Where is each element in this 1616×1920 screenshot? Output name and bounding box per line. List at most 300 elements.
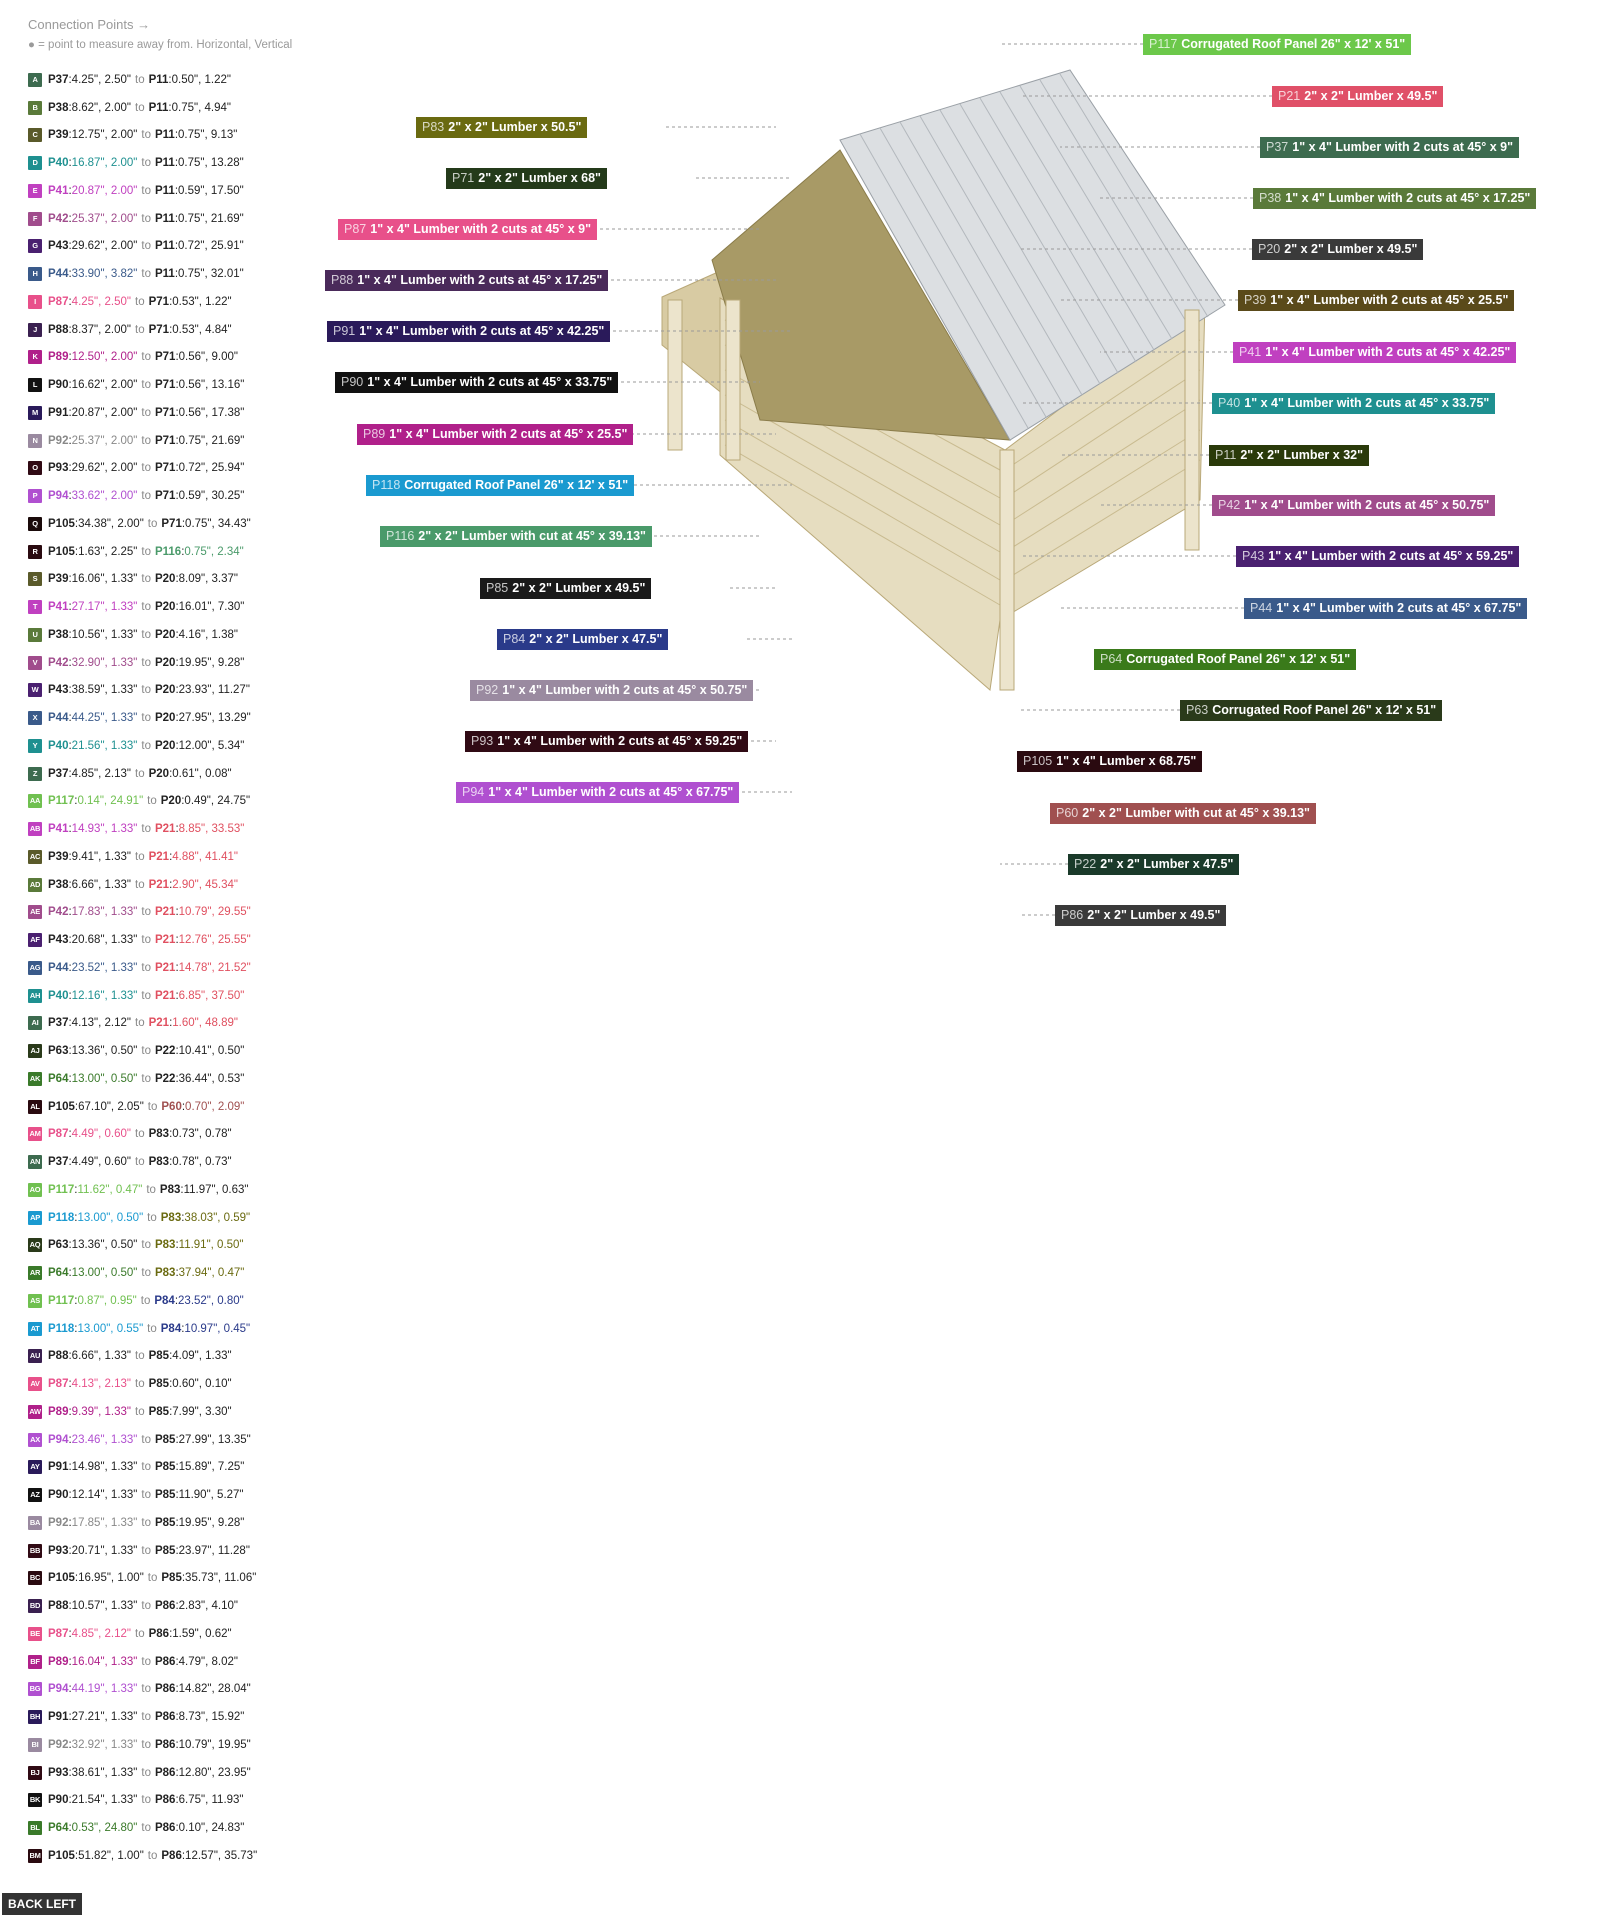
- connection-badge: AN: [28, 1155, 42, 1169]
- connection-row: BI P92 : 32.92", 1.33" to P86 : 10.79", 19.95": [28, 1731, 257, 1759]
- connection-badge: L: [28, 378, 42, 392]
- connection-part-b: P11: [154, 157, 175, 170]
- connection-to-word: to: [141, 268, 151, 281]
- connection-row: E P41 : 20.87", 2.00" to P11 : 0.59", 17.50": [28, 177, 257, 205]
- part-label-id: P84: [503, 632, 526, 646]
- connection-to-word: to: [147, 517, 158, 530]
- connection-value-a: 27.21", 1.33": [71, 1711, 138, 1724]
- connection-part-a: P105: [48, 545, 75, 558]
- connection-part-a: P87: [48, 1128, 69, 1141]
- connection-part-a: P90: [48, 1794, 69, 1807]
- connection-to-word: to: [141, 434, 151, 447]
- connection-badge: AY: [28, 1460, 42, 1474]
- connection-row: AO P117 : 11.62", 0.47" to P83 : 11.97", 0.63": [29, 1183, 249, 1196]
- connection-part-a: P44: [48, 712, 69, 725]
- connection-part-b: P85: [154, 1461, 176, 1474]
- part-label-id: P42: [1218, 498, 1241, 512]
- connection-part-b: P11: [154, 129, 175, 142]
- connection-value-a: 32.90", 1.33": [71, 656, 138, 669]
- connection-badge: AJ: [28, 1044, 42, 1058]
- connection-to-word: to: [135, 878, 145, 891]
- connection-value-a: 4.49", 0.60": [71, 1156, 131, 1169]
- connection-value-b: 0.59", 30.25": [178, 490, 245, 503]
- connection-part-a: P117: [48, 795, 75, 808]
- connection-to-word: to: [146, 1183, 156, 1196]
- connection-value-b: 19.95", 9.28": [178, 656, 245, 669]
- part-label: [465, 731, 748, 752]
- connection-value-a: 12.14", 1.33": [71, 1489, 138, 1502]
- connection-value-b: 8.85", 33.53": [178, 823, 245, 836]
- connection-row: AJ P63 : 13.36", 0.50" to P22 : 10.41", 0.50": [28, 1037, 257, 1065]
- connection-value-a: 14.98", 1.33": [71, 1461, 138, 1474]
- connection-value-b: 8.73", 15.92": [178, 1711, 245, 1724]
- connection-part-a: P39: [48, 129, 69, 142]
- connection-value-a: 44.25", 1.33": [71, 712, 138, 725]
- connection-value-a: 25.37", 2.00": [71, 434, 138, 447]
- connection-part-b: P83: [160, 1211, 182, 1224]
- part-label: [1244, 598, 1527, 619]
- part-label-id: P60: [1056, 806, 1079, 820]
- connection-row: M P91 : 20.87", 2.00" to P71 : 0.56", 17.38": [28, 399, 257, 427]
- connection-value-b: 14.78", 21.52": [178, 961, 251, 974]
- connection-to-word: to: [141, 1822, 151, 1835]
- part-label-id: P11: [1215, 448, 1237, 462]
- part-label: [380, 526, 652, 547]
- connection-part-a: P105: [48, 1849, 75, 1862]
- connection-value-a: 12.50", 2.00": [71, 351, 138, 364]
- part-label: [366, 475, 634, 496]
- part-label-id: P118: [372, 478, 401, 492]
- connection-row: AG P44 : 23.52", 1.33" to P21 : 14.78", 21.52": [29, 961, 251, 974]
- part-label: [1212, 393, 1495, 414]
- connection-part-a: P90: [48, 379, 69, 392]
- connection-part-a: P41: [48, 601, 69, 614]
- connection-points-header: Connection Points →: [28, 17, 151, 32]
- connection-value-a: 33.90", 3.82": [71, 268, 138, 281]
- connection-to-word: to: [135, 1378, 145, 1391]
- connection-value-b: 6.75", 11.93": [178, 1794, 244, 1807]
- connection-value-a: 10.56", 1.33": [71, 628, 138, 641]
- connection-value-b: 0.10", 24.83": [178, 1822, 245, 1835]
- connection-value-b: 0.75", 21.69": [178, 212, 244, 225]
- connection-part-b: P71: [154, 351, 176, 364]
- part-label: [325, 270, 608, 291]
- connection-part-b: P84: [154, 1294, 175, 1307]
- connection-part-b: P21: [148, 1017, 170, 1030]
- connection-row: AH P40 : 12.16", 1.33" to P21 : 6.85", 37.50": [29, 989, 245, 1002]
- part-label-id: P39: [1244, 293, 1267, 307]
- connection-value-a: 10.57", 1.33": [71, 1600, 138, 1613]
- connection-badge: P: [28, 489, 42, 503]
- connection-to-word: to: [135, 73, 145, 86]
- connection-row: AP P118 : 13.00", 0.50" to P83 : 38.03", 0.59": [28, 1204, 257, 1232]
- connection-part-a: P42: [48, 212, 69, 225]
- part-label: [1068, 854, 1239, 875]
- connection-part-a: P91: [48, 1711, 69, 1724]
- connection-row: L P90 : 16.62", 2.00" to P71 : 0.56", 13.16": [28, 371, 257, 399]
- connection-to-word: to: [141, 240, 151, 253]
- connection-part-b: P83: [148, 1128, 170, 1141]
- connection-part-a: P64: [48, 1072, 69, 1085]
- part-label-id: P116: [386, 529, 415, 543]
- connection-to-word: to: [141, 823, 151, 836]
- connection-row: AB P41 : 14.93", 1.33" to P21 : 8.85", 33.53": [29, 823, 245, 836]
- connection-to-word: to: [141, 351, 151, 364]
- connection-part-b: P20: [154, 684, 176, 697]
- connection-value-a: 9.39", 1.33": [71, 1405, 131, 1418]
- connection-badge: AQ: [28, 1238, 42, 1252]
- connection-row: BG P94 : 44.19", 1.33" to P86 : 14.82", 28.04": [29, 1683, 251, 1696]
- connection-part-b: P21: [148, 878, 170, 891]
- connection-value-a: 16.06", 1.33": [71, 573, 138, 586]
- connection-badge: BI: [28, 1738, 42, 1752]
- connection-badge: AL: [28, 1100, 42, 1114]
- connection-part-b: P71: [154, 379, 176, 392]
- connection-part-a: P37: [48, 73, 69, 86]
- part-label-desc: Corrugated Roof Panel 26" x 12' x 51": [1212, 703, 1437, 717]
- part-label-id: P20: [1258, 242, 1281, 256]
- connection-row: U P38 : 10.56", 1.33" to P20 : 4.16", 1.38": [28, 621, 257, 649]
- part-label-desc: 2" x 2" Lumber x 49.5": [1304, 89, 1438, 103]
- connection-row: T P41 : 27.17", 1.33" to P20 : 16.01", 7.30": [28, 593, 257, 621]
- connection-part-a: P94: [48, 1683, 69, 1696]
- part-label-id: P71: [452, 171, 475, 185]
- connection-part-a: P118: [48, 1322, 75, 1335]
- part-label: [1260, 137, 1519, 158]
- connection-to-word: to: [141, 628, 151, 641]
- part-label-desc: 1" x 4" Lumber with 2 cuts at 45° x 9": [1292, 140, 1514, 154]
- connection-part-b: P20: [160, 795, 182, 808]
- connection-to-word: to: [141, 184, 151, 197]
- connection-part-a: P91: [48, 406, 69, 419]
- connection-value-a: 0.87", 0.95": [77, 1294, 137, 1307]
- connection-row: V P42 : 32.90", 1.33" to P20 : 19.95", 9.28": [28, 649, 257, 677]
- connection-badge: Y: [28, 739, 42, 753]
- connection-part-b: P11: [154, 212, 175, 225]
- connection-value-b: 0.60", 0.10": [172, 1378, 232, 1391]
- connection-value-b: 0.56", 17.38": [178, 406, 245, 419]
- part-label: [1236, 546, 1519, 567]
- connection-row: AK P64 : 13.00", 0.50" to P22 : 36.44", 0.53": [29, 1072, 245, 1085]
- connection-value-a: 4.13", 2.12": [71, 1017, 131, 1030]
- connection-value-b: 0.75", 32.01": [178, 268, 244, 281]
- connection-badge: AI: [28, 1016, 42, 1030]
- connection-part-a: P38: [48, 878, 69, 891]
- connection-value-a: 23.52", 1.33": [71, 961, 138, 974]
- connection-part-a: P93: [48, 1766, 69, 1779]
- connection-row: Q P105 : 34.38", 2.00" to P71 : 0.75", 34.43": [28, 510, 257, 538]
- connection-part-a: P92: [48, 434, 69, 447]
- connection-value-a: 16.95", 1.00": [78, 1572, 144, 1585]
- connection-badge: A: [28, 73, 42, 87]
- connection-part-a: P117: [48, 1294, 75, 1307]
- connection-value-b: 10.79", 19.95": [178, 1738, 251, 1751]
- connection-badge: BG: [28, 1682, 42, 1696]
- connection-part-b: P86: [154, 1655, 176, 1668]
- connection-part-b: P20: [154, 656, 176, 669]
- connection-value-a: 21.54", 1.33": [71, 1794, 138, 1807]
- connection-value-a: 67.10", 2.05": [78, 1100, 144, 1113]
- connection-badge: BB: [28, 1544, 42, 1558]
- connection-badge: AD: [28, 878, 42, 892]
- connection-part-a: P43: [48, 240, 69, 253]
- connection-value-a: 13.00", 0.50": [71, 1072, 138, 1085]
- connection-value-a: 32.92", 1.33": [71, 1738, 138, 1751]
- connection-badge: O: [28, 461, 42, 475]
- part-label-desc: 1" x 4" Lumber with 2 cuts at 45° x 9": [370, 222, 592, 236]
- connection-value-b: 7.99", 3.30": [172, 1405, 232, 1418]
- connection-value-b: 0.53", 1.22": [172, 295, 232, 308]
- connection-row: BK P90 : 21.54", 1.33" to P86 : 6.75", 11.93": [29, 1794, 244, 1807]
- connection-part-b: P83: [148, 1156, 170, 1169]
- connection-part-b: P11: [148, 73, 169, 86]
- part-label-id: P93: [471, 734, 494, 748]
- connection-value-b: 10.79", 29.55": [178, 906, 251, 919]
- connection-part-a: P87: [48, 1627, 69, 1640]
- connection-value-a: 4.25", 2.50": [71, 295, 131, 308]
- connection-badge: F: [28, 212, 42, 226]
- connection-value-a: 16.04", 1.33": [71, 1655, 138, 1668]
- connection-value-b: 0.73", 0.78": [172, 1128, 232, 1141]
- connection-part-a: P105: [48, 1100, 75, 1113]
- connection-part-b: P85: [154, 1489, 176, 1502]
- connection-badge: BF: [28, 1655, 42, 1669]
- connection-row: AI P37 : 4.13", 2.12" to P21 : 1.60", 48.89": [28, 1010, 257, 1038]
- connection-value-b: 0.75", 4.94": [171, 101, 231, 114]
- connection-row: AD P38 : 6.66", 1.33" to P21 : 2.90", 45.34": [29, 878, 238, 891]
- connection-badge: BH: [28, 1710, 42, 1724]
- connection-part-a: P93: [48, 462, 69, 475]
- connection-row: BC P105 : 16.95", 1.00" to P85 : 35.73", 11.06": [29, 1572, 257, 1585]
- connection-part-a: P64: [48, 1267, 69, 1280]
- part-label-desc: 1" x 4" Lumber with 2 cuts at 45° x 17.25": [1285, 191, 1531, 205]
- connection-badge: AX: [28, 1433, 42, 1447]
- part-label-desc: 2" x 2" Lumber x 50.5": [448, 120, 582, 134]
- part-label-desc: 1" x 4" Lumber with 2 cuts at 45° x 42.25": [359, 324, 605, 338]
- connection-part-a: P118: [48, 1211, 75, 1224]
- connection-part-b: P21: [154, 989, 176, 1002]
- part-label-desc: 2" x 2" Lumber x 47.5": [529, 632, 663, 646]
- connection-part-a: P39: [48, 850, 69, 863]
- connection-to-word: to: [135, 295, 145, 308]
- connection-row: P P94 : 33.62", 2.00" to P71 : 0.59", 30.25": [28, 482, 257, 510]
- connection-part-b: P83: [159, 1183, 181, 1196]
- connection-part-a: P117: [48, 1183, 75, 1196]
- connection-value-a: 29.62", 2.00": [71, 240, 138, 253]
- part-label: [1055, 905, 1226, 926]
- connection-to-word: to: [141, 1045, 151, 1058]
- connection-row: BL P64 : 0.53", 24.80" to P86 : 0.10", 24.83": [28, 1814, 257, 1842]
- connection-part-a: P92: [48, 1738, 69, 1751]
- connection-part-a: P41: [48, 823, 69, 836]
- connection-value-a: 20.87", 2.00": [71, 406, 138, 419]
- part-label-id: P63: [1186, 703, 1209, 717]
- connection-row: BD P88 : 10.57", 1.33" to P86 : 2.83", 4.10": [29, 1600, 238, 1613]
- connection-part-b: P85: [154, 1433, 176, 1446]
- connection-to-word: to: [147, 1322, 157, 1335]
- connection-to-word: to: [135, 767, 145, 780]
- connection-value-a: 4.49", 0.60": [71, 1128, 131, 1141]
- connection-to-word: to: [141, 1489, 151, 1502]
- connection-badge: C: [28, 128, 42, 142]
- connection-to-word: to: [135, 1627, 145, 1640]
- connection-part-b: P86: [154, 1822, 176, 1835]
- connection-value-b: 0.75", 21.69": [178, 434, 245, 447]
- connection-part-b: P86: [148, 1627, 170, 1640]
- part-label-desc: 2" x 2" Lumber x 47.5": [1100, 857, 1234, 871]
- part-label: [497, 629, 668, 650]
- connection-part-b: P21: [154, 934, 176, 947]
- connection-to-word: to: [141, 656, 151, 669]
- connection-value-b: 12.57", 35.73": [185, 1849, 258, 1862]
- connection-part-b: P21: [154, 906, 176, 919]
- connection-value-b: 14.82", 28.04": [178, 1683, 251, 1696]
- connection-part-a: P89: [48, 1655, 69, 1668]
- connection-to-word: to: [141, 1516, 151, 1529]
- part-label: [1143, 34, 1411, 55]
- connection-value-b: 0.75", 13.28": [178, 157, 244, 170]
- connection-value-b: 4.09", 1.33": [172, 1350, 232, 1363]
- connection-to-word: to: [141, 379, 151, 392]
- connection-value-a: 13.36", 0.50": [71, 1045, 138, 1058]
- connection-badge: AM: [28, 1127, 42, 1141]
- part-label-id: P43: [1242, 549, 1265, 563]
- connection-to-word: to: [135, 1017, 145, 1030]
- connection-part-a: P40: [48, 157, 69, 170]
- connection-row: O P93 : 29.62", 2.00" to P71 : 0.72", 25.94": [28, 455, 257, 483]
- connection-part-b: P21: [148, 850, 170, 863]
- part-label-desc: 1" x 4" Lumber with 2 cuts at 45° x 33.75": [1244, 396, 1490, 410]
- connection-row: I P87 : 4.25", 2.50" to P71 : 0.53", 1.22": [28, 288, 257, 316]
- part-label-id: P22: [1074, 857, 1097, 871]
- part-label-desc: 2" x 2" Lumber x 49.5": [1087, 908, 1221, 922]
- connection-value-b: 37.94", 0.47": [178, 1267, 245, 1280]
- connection-part-a: P40: [48, 989, 69, 1002]
- connection-part-b: P71: [154, 406, 176, 419]
- connection-to-word: to: [140, 1294, 151, 1307]
- part-label-desc: 2" x 2" Lumber x 32": [1240, 448, 1364, 462]
- connection-to-word: to: [141, 989, 151, 1002]
- connection-part-a: P89: [48, 351, 69, 364]
- connection-to-word: to: [141, 1239, 151, 1252]
- connection-value-a: 13.00", 0.50": [77, 1211, 144, 1224]
- connection-value-a: 4.13", 2.13": [71, 1378, 131, 1391]
- part-label-id: P40: [1218, 396, 1241, 410]
- part-label: [1209, 445, 1369, 466]
- connection-to-word: to: [135, 1350, 145, 1363]
- connection-row: A P37 : 4.25", 2.50" to P11 : 0.50", 1.22": [28, 66, 257, 94]
- connection-part-b: P86: [154, 1766, 176, 1779]
- connection-value-b: 12.76", 25.55": [178, 934, 251, 947]
- connection-value-a: 14.93", 1.33": [71, 823, 138, 836]
- connection-to-word: to: [147, 795, 157, 808]
- connection-to-word: to: [141, 573, 151, 586]
- part-label-id: P87: [344, 222, 367, 236]
- connection-value-b: 0.72", 25.91": [178, 240, 244, 253]
- connection-value-b: 0.56", 9.00": [178, 351, 238, 364]
- connection-value-b: 0.56", 13.16": [178, 379, 245, 392]
- connection-part-a: P90: [48, 1489, 69, 1502]
- connection-part-a: P64: [48, 1822, 69, 1835]
- connection-to-word: to: [141, 739, 151, 752]
- connection-value-b: 0.53", 4.84": [172, 323, 232, 336]
- connection-badge: I: [28, 295, 42, 309]
- connection-part-a: P63: [48, 1045, 69, 1058]
- connection-value-b: 12.80", 23.95": [178, 1766, 251, 1779]
- connection-part-b: P86: [154, 1683, 176, 1696]
- part-label-id: P85: [486, 581, 509, 595]
- connection-value-a: 33.62", 2.00": [71, 490, 138, 503]
- connection-to-word: to: [147, 1100, 158, 1113]
- part-label: [416, 117, 587, 138]
- part-label-id: P105: [1023, 754, 1053, 768]
- part-label: [357, 424, 633, 445]
- connection-row: G P43 : 29.62", 2.00" to P11 : 0.72", 25.91": [28, 233, 257, 261]
- connection-value-a: 38.59", 1.33": [71, 684, 138, 697]
- part-label: [1272, 86, 1443, 107]
- connection-badge: AW: [28, 1405, 42, 1419]
- connection-to-word: to: [147, 1849, 158, 1862]
- connection-part-b: P71: [161, 517, 182, 530]
- connection-row: C P39 : 12.75", 2.00" to P11 : 0.75", 9.13": [28, 122, 257, 150]
- part-label-id: P44: [1250, 601, 1273, 615]
- connection-part-a: P105: [48, 1572, 75, 1585]
- connection-badge: V: [28, 656, 42, 670]
- connection-to-word: to: [141, 545, 151, 558]
- connection-value-b: 11.91", 0.50": [178, 1239, 244, 1252]
- connection-value-a: 38.61", 1.33": [71, 1766, 138, 1779]
- connection-part-a: P88: [48, 1350, 69, 1363]
- connection-to-word: to: [141, 1683, 151, 1696]
- part-label: [456, 782, 739, 803]
- connection-row: AN P37 : 4.49", 0.60" to P83 : 0.78", 0.73": [29, 1156, 232, 1169]
- connection-to-word: to: [135, 1128, 145, 1141]
- connection-part-a: P44: [48, 268, 69, 281]
- connection-part-a: P44: [48, 961, 69, 974]
- connection-to-word: to: [141, 712, 151, 725]
- connection-part-a: P63: [48, 1239, 69, 1252]
- connection-value-b: 36.44", 0.53": [178, 1072, 245, 1085]
- connection-value-a: 13.00", 0.55": [77, 1322, 144, 1335]
- connection-part-b: P20: [154, 739, 176, 752]
- connection-to-word: to: [141, 1072, 151, 1085]
- connection-to-word: to: [135, 1405, 145, 1418]
- connection-to-word: to: [141, 934, 151, 947]
- connection-value-b: 38.03", 0.59": [184, 1211, 251, 1224]
- connection-badge: AG: [28, 961, 42, 975]
- connection-badge: AP: [28, 1211, 42, 1225]
- part-label-id: P91: [333, 324, 356, 338]
- connection-row: AS P117 : 0.87", 0.95" to P84 : 23.52", 0.80": [28, 1287, 257, 1315]
- back-left-button[interactable]: BACK LEFT: [2, 1893, 82, 1915]
- connection-badge: AZ: [28, 1488, 42, 1502]
- connection-badge: AU: [28, 1349, 42, 1363]
- connection-to-word: to: [141, 1461, 151, 1474]
- connection-part-b: P86: [154, 1738, 176, 1751]
- connection-row: BJ P93 : 38.61", 1.33" to P86 : 12.80", 23.95": [28, 1759, 257, 1787]
- part-label-desc: 1" x 4" Lumber with 2 cuts at 45° x 25.5": [1270, 293, 1509, 307]
- part-label-desc: 1" x 4" Lumber with 2 cuts at 45° x 67.75": [1276, 601, 1522, 615]
- connection-row: AE P42 : 17.83", 1.33" to P21 : 10.79", 29.55": [28, 899, 257, 927]
- connection-part-b: P84: [160, 1322, 182, 1335]
- connection-value-b: 0.59", 17.50": [178, 184, 244, 197]
- connection-badge: K: [28, 350, 42, 364]
- connection-part-a: P92: [48, 1516, 69, 1529]
- connection-badge: BJ: [28, 1766, 42, 1780]
- connection-value-b: 23.93", 11.27": [178, 684, 250, 697]
- connection-part-b: P85: [148, 1405, 170, 1418]
- connection-part-b: P20: [154, 573, 176, 586]
